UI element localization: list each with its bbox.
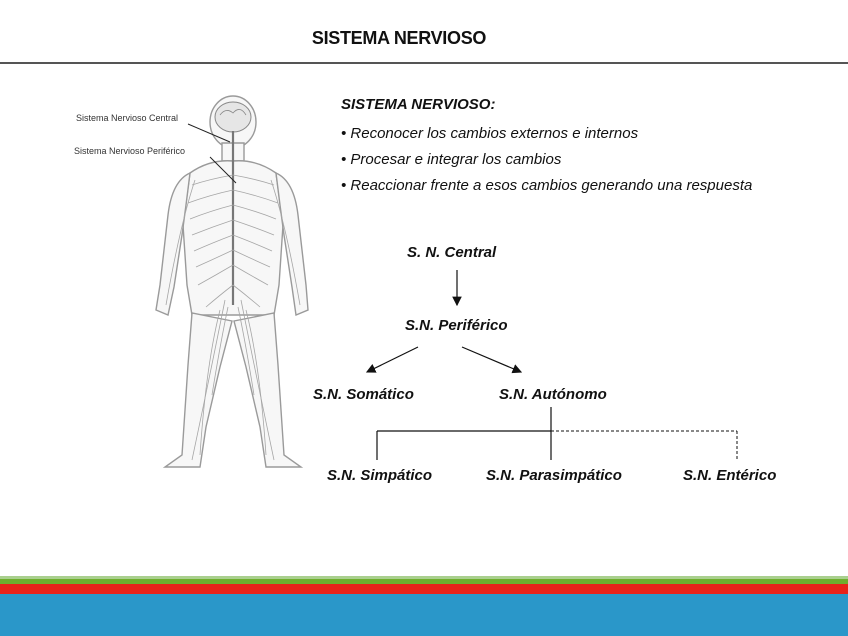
list-item: • Reaccionar frente a esos cambios generando una respuesta xyxy=(341,177,753,194)
nervous-system-figure xyxy=(60,95,310,480)
central-nervous-system-label: Sistema Nervioso Central xyxy=(76,113,179,123)
list-item: • Procesar e integrar los cambios xyxy=(341,151,562,168)
footer-stripes xyxy=(0,576,848,636)
node-autonomic: S.N. Autónomo xyxy=(499,386,607,403)
node-enteric: S.N. Entérico xyxy=(683,467,777,484)
peripheral-nervous-system-label: Sistema Nervioso Periférico xyxy=(74,146,186,156)
node-sympathetic: S.N. Simpático xyxy=(327,467,433,484)
node-central: S. N. Central xyxy=(407,244,497,261)
content-heading: SISTEMA NERVIOSO: xyxy=(341,96,496,113)
node-peripheral: S.N. Periférico xyxy=(405,317,508,334)
title-divider xyxy=(0,62,848,64)
node-parasympathetic: S.N. Parasimpático xyxy=(486,467,622,484)
node-somatic: S.N. Somático xyxy=(313,386,414,403)
page-title: SISTEMA NERVIOSO xyxy=(311,28,487,48)
content-block xyxy=(341,96,831,203)
list-item: • Reconocer los cambios externos e internos xyxy=(341,125,639,142)
footer-stripe-red xyxy=(0,584,848,594)
footer-stripe-blue xyxy=(0,594,848,636)
